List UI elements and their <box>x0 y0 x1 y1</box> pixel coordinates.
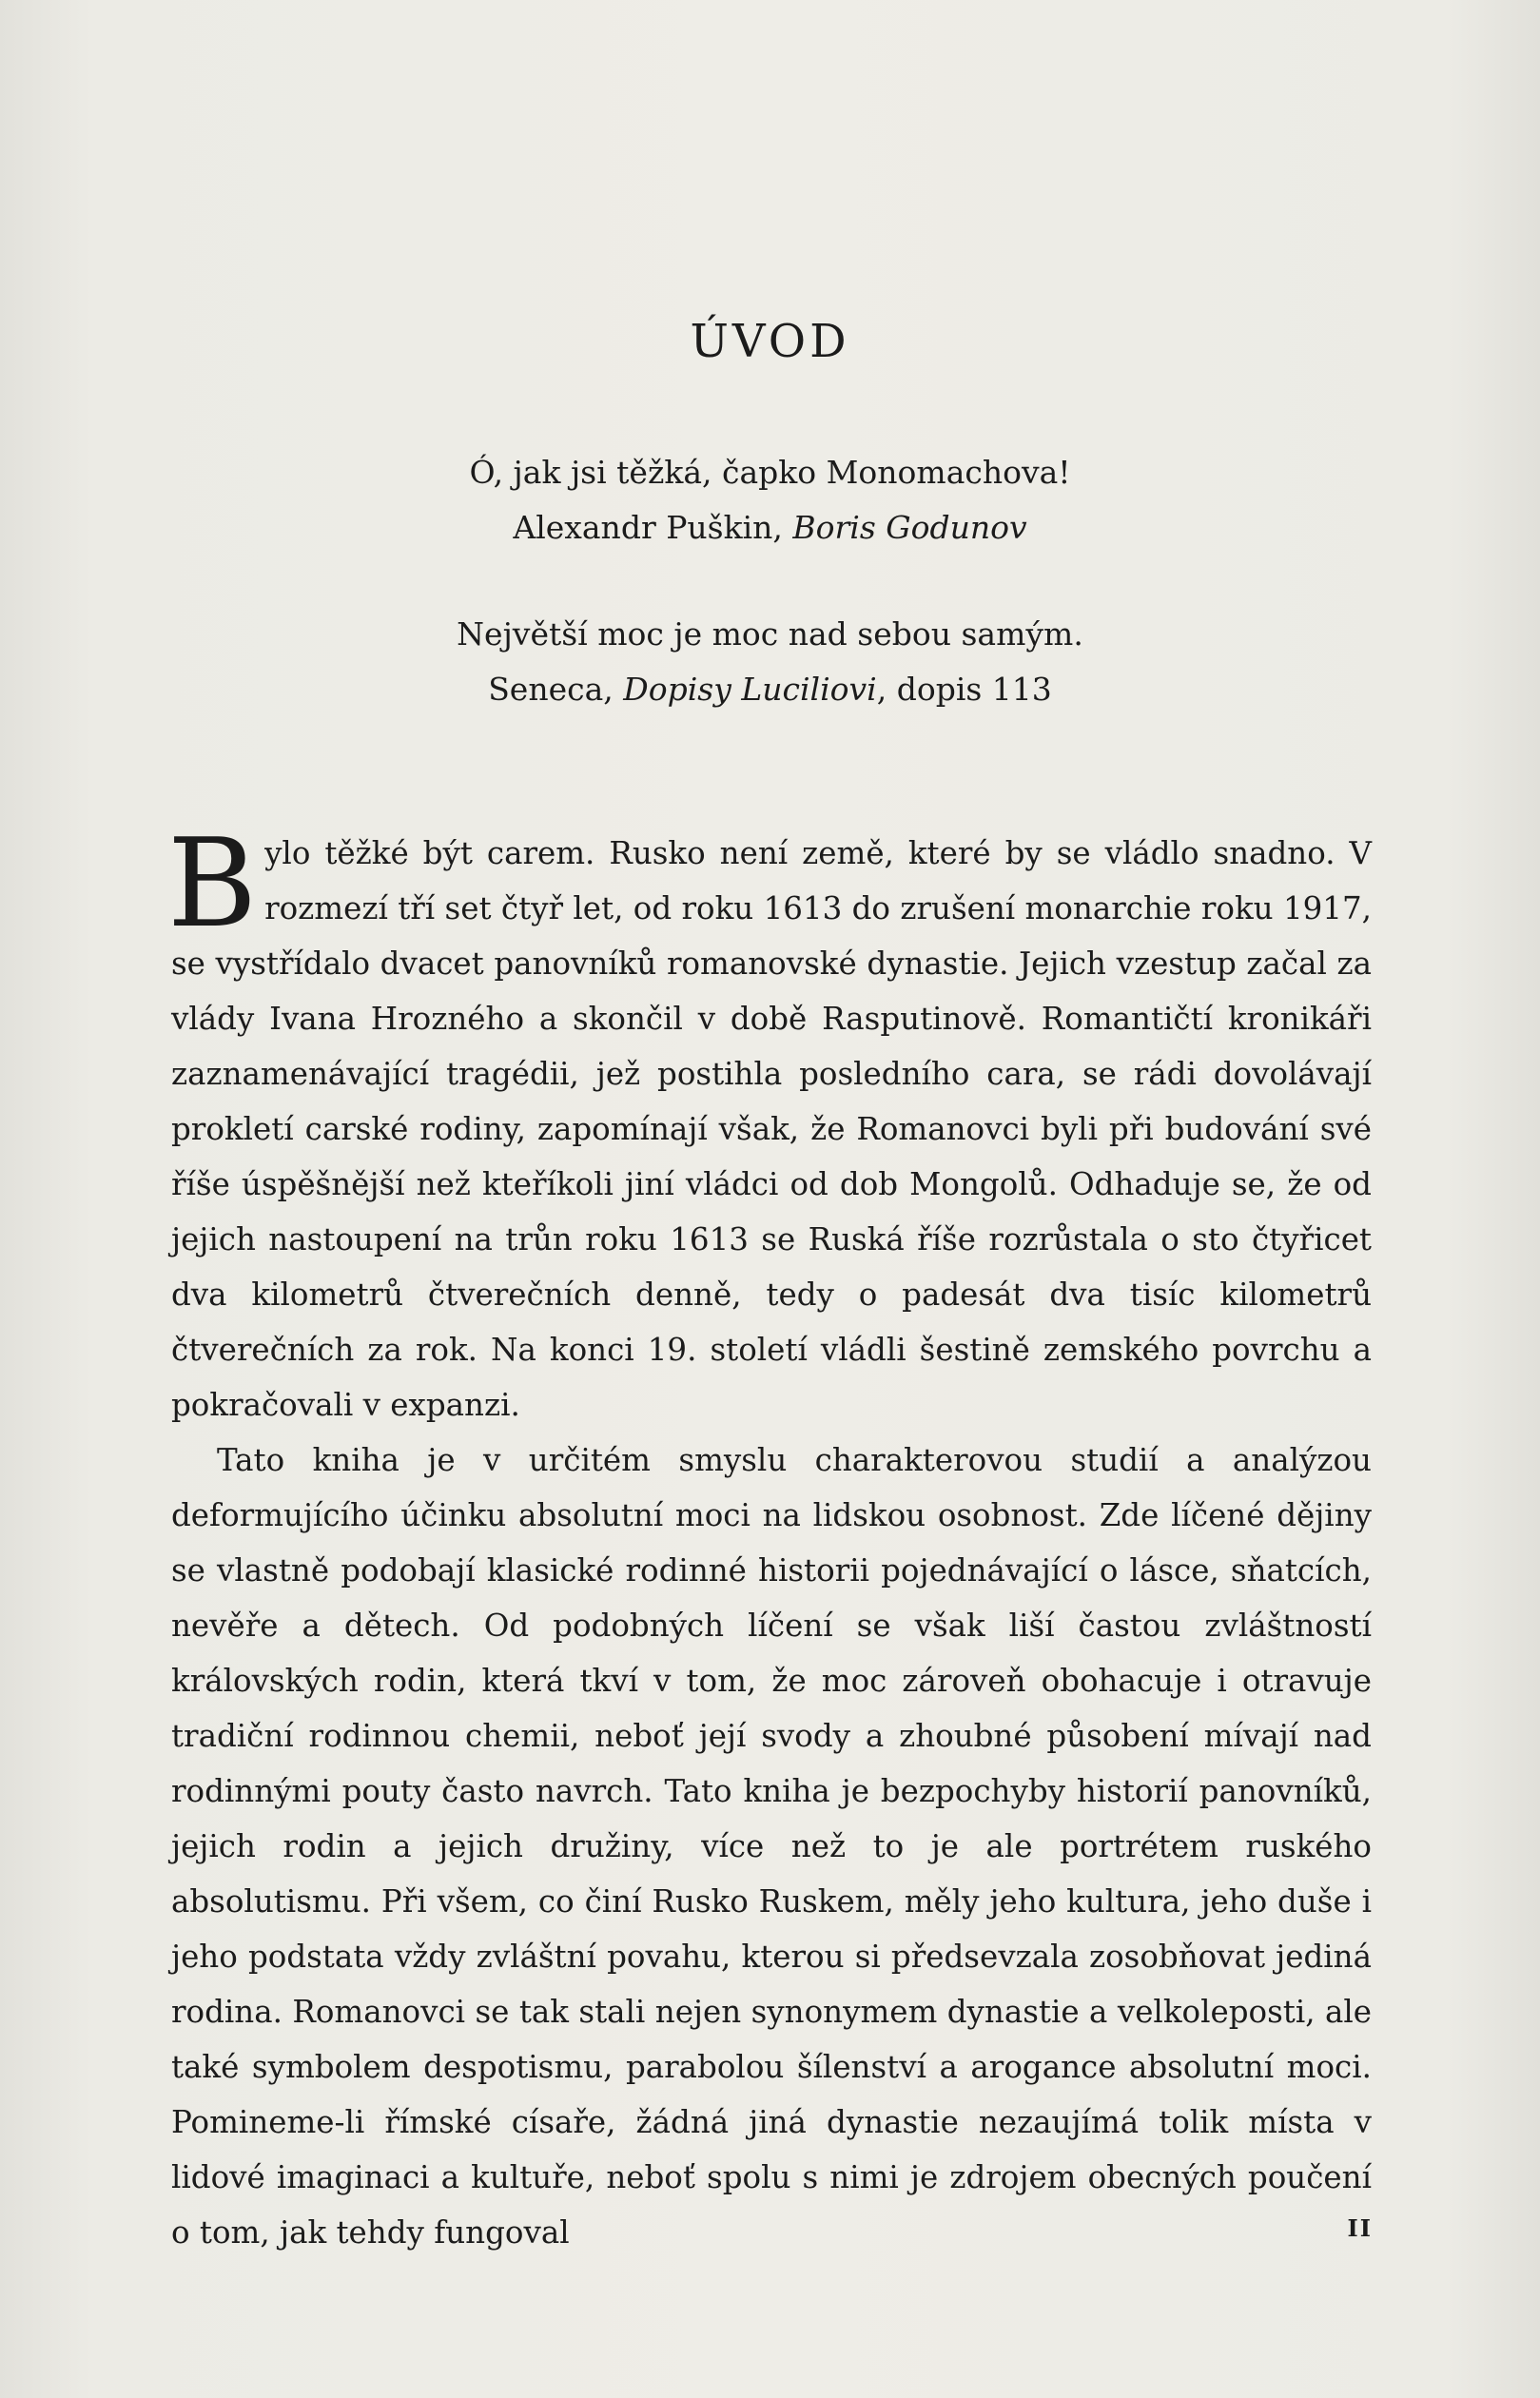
epigraph-author: Alexandr Puškin, <box>513 509 793 546</box>
epigraph-quote: Největší moc je moc nad sebou samým. <box>457 615 1083 653</box>
epigraph-author: Seneca, <box>488 671 624 708</box>
drop-cap: B <box>167 813 258 955</box>
epigraph-seneca <box>0 607 1540 717</box>
epigraph-attribution <box>0 662 1540 717</box>
page-number: II <box>1347 2214 1373 2242</box>
paragraph-1 <box>167 813 1372 1433</box>
epigraph-quote: Ó, jak jsi těžká, čapko Monomachova! <box>469 454 1071 491</box>
epigraph-puskin <box>0 445 1540 556</box>
chapter-title: ÚVOD <box>690 315 850 368</box>
paragraph-1-text: ylo těžké být carem. Rusko není země, které by se vládlo snadno. V rozmezí tří set čtyř let, od roku 1613 do zrušení monarchie roku 1917, se vystřídalo dvacet panovníků romanovské dynastie. Jejich vzestup začal za vlády Ivana Hrozného a skončil v době Rasputinově. Romantičtí kronikáři zaznamenávající tragédii, jež postihla posledního cara, se rádi dovolávají prokletí carské rodiny, zapomínají však, že Romanovci byli při budování své říše úspěšnější než kteříkoli jiní vládci od dob Mongolů. Odhaduje se, že od jejich nastoupení na trůn roku 1613 se Ruská říše rozrůstala o sto čtyřicet dva kilometrů čtverečních denně, tedy o padesát dva tisíc kilometrů čtverečních za rok. Na konci 19. století vládli šestině zemského povrchu a pokračovali v expanzi. <box>171 835 1372 1423</box>
epigraph-attribution <box>0 500 1540 556</box>
paragraph-2: Tato kniha je v určitém smyslu charakterovou studií a analýzou deformujícího účinku absolutní moci na lidskou osobnost. Zde líčené dějiny se vlastně podobají klasické rodinné historii pojednávající o lásce, sňatcích, nevěře a dětech. Od podobných líčení se však liší častou zvláštností královských rodin, která tkví v tom, že moc zároveň obohacuje i otravuje tradiční rodinnou chemii, neboť její svody a zhoubné působení mívají nad rodinnými pouty často navrch. Tato kniha je bezpochyby historií panovníků, jejich rodin a jejich družiny, více než to je ale portrétem ruského absolutismu. Při všem, co činí Rusko Ruskem, měly jeho kultura, jeho duše i jeho podstata vždy zvláštní povahu, kterou si předsevzala zosobňovat jediná rodina. Romanovci se tak stali nejen synonymem dynastie a velkoleposti, ale také symbolem despotismu, parabolou šílenství a arogance absolutní moci. Pomineme-li římské císaře, žádná jiná dynastie nezaujímá tolik místa v lidové imaginaci a kultuře, neboť spolu s nimi je zdrojem obecných poučení o tom, jak tehdy fungoval <box>171 1442 1372 2251</box>
epigraph-reference: , dopis 113 <box>876 671 1052 708</box>
body-text <box>167 813 1372 2260</box>
epigraph-work: Dopisy Luciliovi <box>623 671 877 708</box>
epigraph-work: Boris Godunov <box>792 509 1027 546</box>
